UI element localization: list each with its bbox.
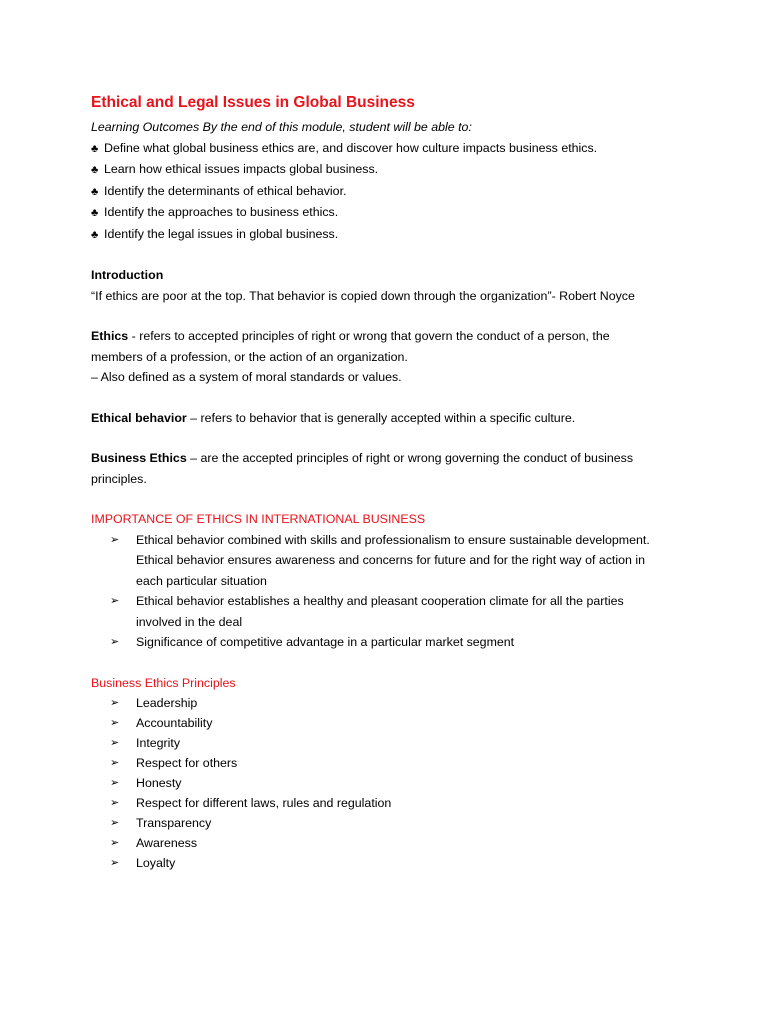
club-bullet-icon: ♣ — [91, 185, 99, 198]
principles-heading: Business Ethics Principles — [91, 675, 236, 690]
arrow-bullet-icon: ➢ — [110, 857, 120, 869]
list-item: ➢ Respect for different laws, rules and regulation — [91, 793, 691, 813]
ethical-behavior-definition: Ethical behavior – refers to behavior that is generally accepted within a specific culture. — [91, 410, 576, 425]
list-item: ➢ Leadership — [91, 693, 691, 713]
business-ethics-term: Business Ethics — [91, 451, 187, 465]
spacer — [91, 245, 691, 265]
spacer — [91, 388, 691, 408]
club-bullet-icon: ♣ — [91, 207, 99, 219]
arrow-bullet-icon: ➢ — [110, 837, 120, 849]
list-item: ➢ Transparency — [91, 813, 691, 833]
arrow-bullet-icon: ➢ — [110, 797, 120, 809]
spacer — [91, 306, 691, 326]
learning-outcomes-list — [91, 138, 691, 246]
list-item: ➢ Ethical behavior establishes a healthy and pleasant cooperation climate for all the parties involved in the deal — [91, 591, 691, 632]
list-item: ➢ Significance of competitive advantage in a particular market segment — [91, 632, 691, 653]
list-item: ➢ Awareness — [91, 833, 691, 853]
club-bullet-icon: ♣ — [91, 228, 99, 241]
club-bullet-icon: ♣ — [91, 142, 99, 155]
arrow-bullet-icon: ➢ — [110, 595, 120, 607]
list-item: ♣ Define what global business ethics are, and discover how culture impacts business ethics. — [91, 138, 691, 160]
document-title: Ethical and Legal Issues in Global Business — [91, 94, 415, 111]
business-ethics-definition-line: principles. — [91, 471, 147, 486]
list-item: ➢ Respect for others — [91, 753, 691, 773]
list-item: ♣ Identify the approaches to business ethics. — [91, 202, 691, 224]
arrow-bullet-icon: ➢ — [110, 636, 120, 648]
business-ethics-definition-line: Business Ethics – are the accepted principles of right or wrong governing the conduct of business — [91, 451, 634, 465]
list-item: ➢ Ethical behavior combined with skills and professionalism to ensure sustainable development. Ethical behavior ensures awareness and concerns for future and for the right way of action in each particular situation — [91, 530, 691, 592]
arrow-bullet-icon: ➢ — [110, 757, 120, 769]
list-item: ♣ Learn how ethical issues impacts global business. — [91, 159, 691, 181]
list-item: ➢ Loyalty — [91, 853, 691, 873]
spacer — [91, 653, 691, 673]
club-bullet-icon: ♣ — [91, 164, 99, 176]
ethics-definition-line: members of a profession, or the action of an organization. — [91, 349, 408, 364]
arrow-bullet-icon: ➢ — [110, 697, 120, 709]
ethical-behavior-term: Ethical behavior — [91, 410, 187, 425]
ethics-term: Ethics — [91, 329, 129, 343]
arrow-bullet-icon: ➢ — [110, 533, 120, 546]
importance-list — [91, 530, 691, 653]
introduction-heading: Introduction — [91, 268, 164, 282]
spacer — [91, 489, 691, 509]
spacer — [91, 428, 691, 448]
list-item: ➢ Integrity — [91, 733, 691, 753]
learning-outcomes-intro: Learning Outcomes By the end of this module, student will be able to: — [91, 120, 472, 134]
ethics-definition-line: – Also defined as a system of moral standards or values. — [91, 370, 402, 384]
ethics-definition-line: Ethics - refers to accepted principles of right or wrong that govern the conduct of a person, the — [91, 329, 610, 343]
arrow-bullet-icon: ➢ — [110, 777, 120, 789]
list-item: ♣ Identify the legal issues in global business. — [91, 224, 691, 246]
importance-heading: IMPORTANCE OF ETHICS IN INTERNATIONAL BUSINESS — [91, 512, 426, 526]
principles-list — [91, 693, 691, 873]
arrow-bullet-icon: ➢ — [110, 817, 120, 829]
document-page — [91, 92, 691, 873]
arrow-bullet-icon: ➢ — [110, 717, 120, 729]
list-item: ♣ Identify the determinants of ethical behavior. — [91, 181, 691, 203]
arrow-bullet-icon: ➢ — [110, 737, 120, 749]
list-item: ➢ Honesty — [91, 773, 691, 793]
list-item: ➢ Accountability — [91, 713, 691, 733]
introduction-quote: “If ethics are poor at the top. That behavior is copied down through the organization”- Robert Noyce — [91, 288, 635, 303]
